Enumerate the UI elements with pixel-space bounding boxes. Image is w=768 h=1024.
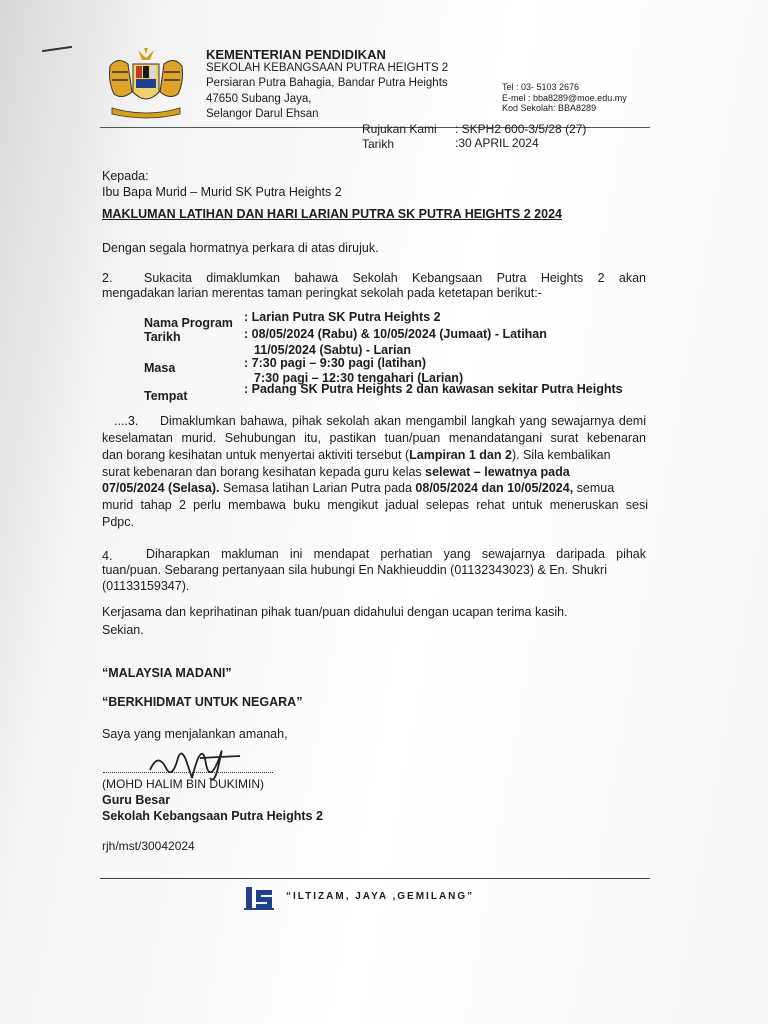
closing-line-1: Kerjasama dan keprihatinan pihak tuan/puan didahului dengan ucapan terima kasih. bbox=[102, 605, 568, 619]
program-name-value: : Larian Putra SK Putra Heights 2 bbox=[244, 310, 441, 324]
para3-line-5: 07/05/2024 (Selasa). Semasa latihan Larian Putra pada 08/05/2024 dan 10/05/2024, semua bbox=[102, 481, 615, 495]
program-date-label: Tarikh bbox=[144, 330, 181, 344]
program-time-line-1: : 7:30 pagi – 9:30 pagi (latihan) bbox=[244, 356, 426, 370]
contact-school-code: Kod Sekolah: BBA8289 bbox=[502, 103, 597, 113]
para3-line-4: surat kebenaran dan borang kesihatan kepada guru kelas selewat – lewatnya pada bbox=[102, 465, 570, 479]
contact-tel: Tel : 03- 5103 2676 bbox=[502, 82, 580, 92]
program-time-label: Masa bbox=[144, 361, 176, 375]
school-logo-icon bbox=[244, 884, 276, 912]
para2-line-1: Sukacita dimaklumkan bahawa Sekolah Kebangsaan Putra Heights 2 akan bbox=[144, 271, 646, 285]
date-label: Tarikh bbox=[362, 137, 395, 151]
contact-email: E-mel : bba8289@moe.edu.my bbox=[502, 93, 627, 103]
program-place-label: Tempat bbox=[144, 389, 188, 403]
school-name: SEKOLAH KEBANGSAAN PUTRA HEIGHTS 2 bbox=[206, 62, 449, 74]
closing-line-2: Sekian. bbox=[102, 623, 144, 637]
greeting: Dengan segala hormatnya perkara di atas dirujuk. bbox=[102, 241, 379, 255]
para4-line-3: (01133159347). bbox=[102, 579, 190, 593]
para4-number: 4. bbox=[102, 549, 113, 563]
signoff-intro: Saya yang menjalankan amanah, bbox=[102, 727, 288, 741]
recipient-name: Ibu Bapa Murid – Murid SK Putra Heights 2 bbox=[102, 185, 342, 199]
date-value: :30 APRIL 2024 bbox=[455, 136, 539, 150]
program-date-line-2: 11/05/2024 (Sabtu) - Larian bbox=[254, 343, 412, 357]
para3-line-1: Dimaklumkan bahawa, pihak sekolah akan mengambil langkah yang sewajarnya demi bbox=[160, 414, 646, 428]
slogan-malaysia-madani: “MALAYSIA MADANI” bbox=[102, 666, 232, 680]
pen-mark bbox=[42, 46, 72, 52]
letter-title: MAKLUMAN LATIHAN DAN HARI LARIAN PUTRA SK PUTRA HEIGHTS 2 2024 bbox=[102, 207, 562, 221]
signatory-role: Guru Besar bbox=[102, 793, 171, 807]
recipient-label: Kepada: bbox=[102, 169, 149, 183]
program-date-line-1: : 08/05/2024 (Rabu) & 10/05/2024 (Jumaat) - Latihan bbox=[244, 327, 547, 341]
school-motto: “ILTIZAM, JAYA ,GEMILANG” bbox=[286, 891, 475, 902]
reference-label: Rujukan Kami bbox=[362, 122, 437, 136]
slogan-berkhidmat: “BERKHIDMAT UNTUK NEGARA” bbox=[102, 695, 303, 709]
program-place-value: : Padang SK Putra Heights 2 dan kawasan sekitar Putra Heights bbox=[244, 382, 623, 396]
footer-divider bbox=[100, 878, 650, 879]
para3-number: ....3. bbox=[114, 414, 139, 428]
para3-line-7: Pdpc. bbox=[102, 515, 134, 529]
address-line-1: Persiaran Putra Bahagia, Bandar Putra Heights bbox=[206, 77, 448, 89]
para3-line-2: keselamatan murid. Sehubungan itu, pastikan tuan/puan menandatangani surat kebenaran bbox=[102, 431, 646, 445]
program-time-line-2: 7:30 pagi – 12:30 tengahari (Larian) bbox=[254, 371, 464, 385]
para4-line-2: tuan/puan. Sebarang pertanyaan sila hubungi En Nakhieuddin (01132343023) & En. Shukri bbox=[102, 563, 607, 577]
reference-value: : SKPH2 600-3/5/28 (27) bbox=[455, 122, 587, 136]
agency-name: KEMENTERIAN PENDIDIKAN bbox=[206, 47, 386, 62]
reference-code: rjh/mst/30042024 bbox=[102, 839, 195, 853]
signature-line bbox=[103, 772, 273, 773]
para2-line-2: mengadakan larian merentas taman peringkat sekolah pada ketetapan berikut:- bbox=[102, 286, 542, 300]
para3-line-6: murid tahap 2 perlu membawa buku mengikut jadual selepas rehat untuk meneruskan sesi bbox=[102, 498, 648, 512]
address-line-2: 47650 Subang Jaya, bbox=[206, 93, 312, 105]
program-name-label: Nama Program bbox=[144, 316, 233, 330]
signatory-name: (MOHD HALIM BIN DUKIMIN) bbox=[102, 777, 264, 791]
address-line-3: Selangor Darul Ehsan bbox=[206, 108, 319, 120]
signatory-organization: Sekolah Kebangsaan Putra Heights 2 bbox=[102, 809, 323, 823]
para2-number: 2. bbox=[102, 271, 113, 285]
coat-of-arms-icon bbox=[100, 46, 192, 122]
para4-line-1: Diharapkan makluman ini mendapat perhatian yang sewajarnya daripada pihak bbox=[146, 547, 646, 561]
para3-line-3: dan borang kesihatan untuk menyertai aktiviti tersebut (Lampiran 1 dan 2). Sila kembalikan bbox=[102, 448, 611, 462]
